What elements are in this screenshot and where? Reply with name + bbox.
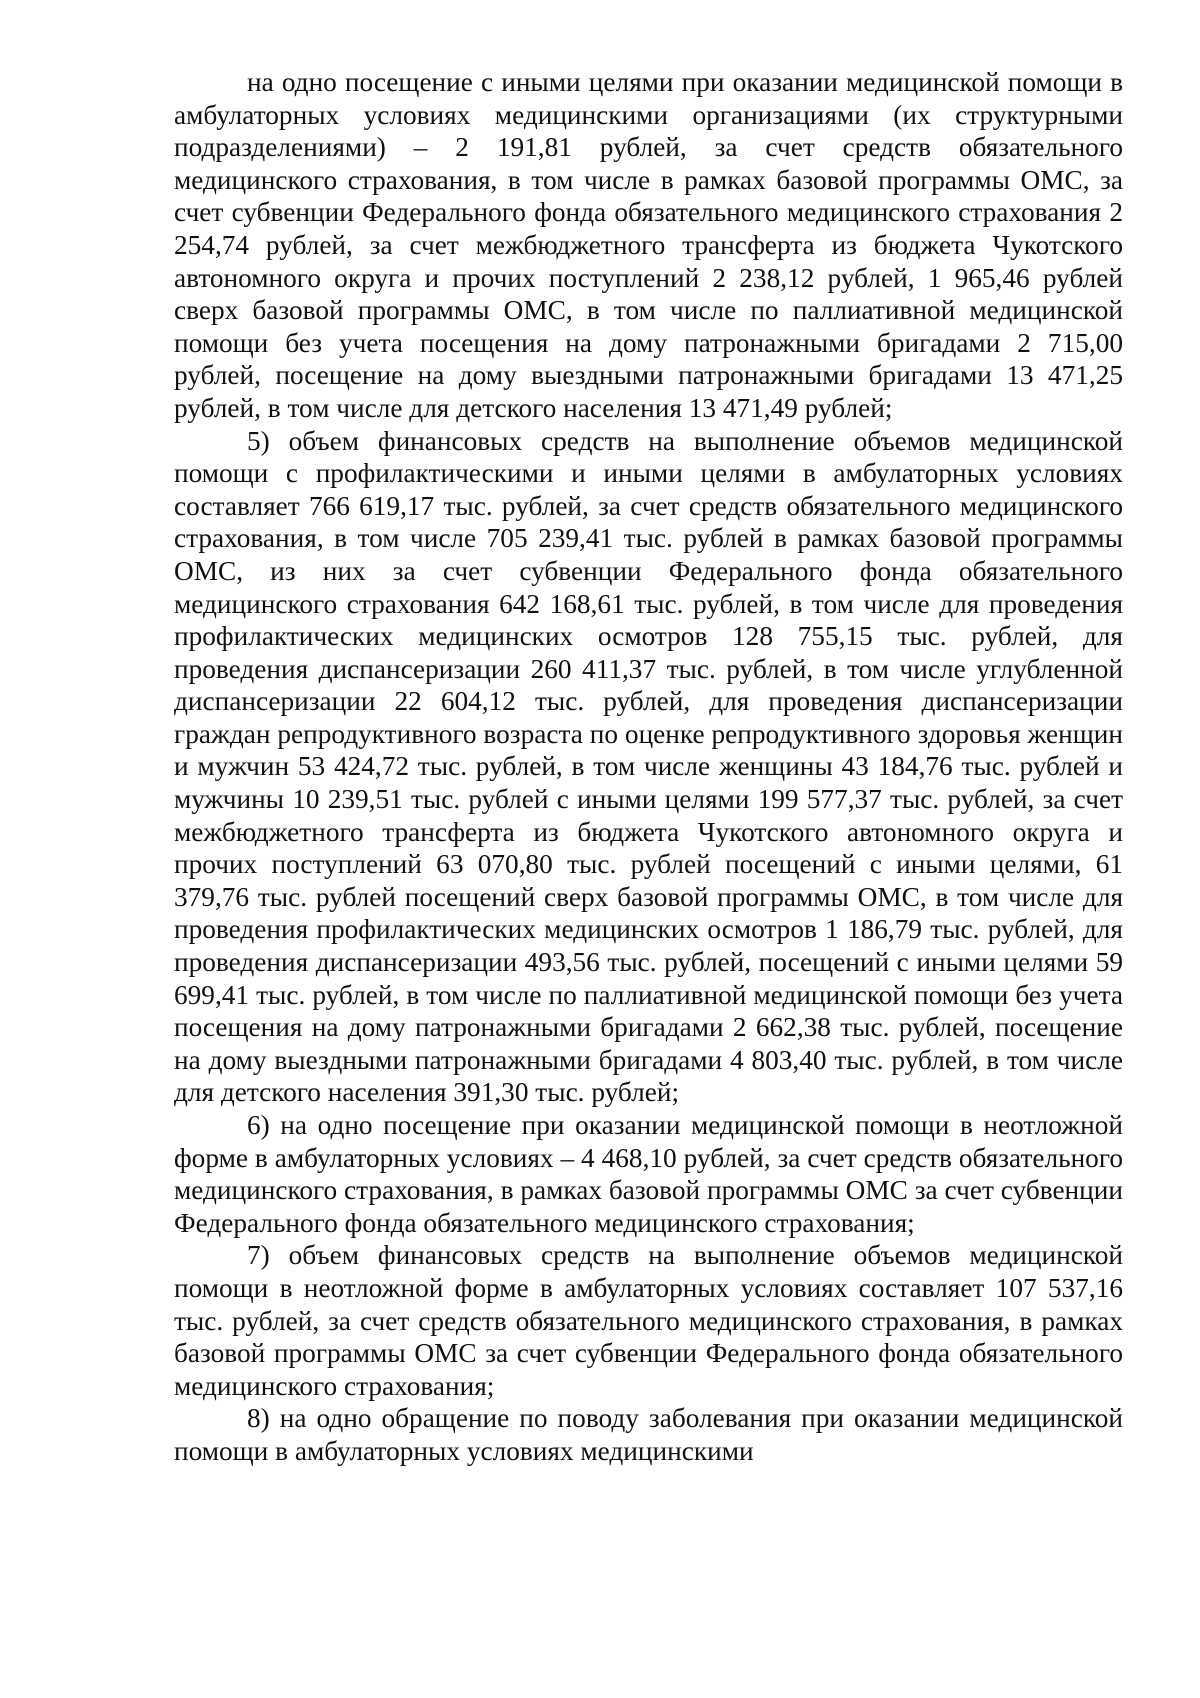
paragraph-item-6: 6) на одно посещение при оказании медицинской помощи в неотложной форме в амбулаторных условиях – 4 468,10 рублей, за счет средств обязательного медицинского страхования, в рамках базовой программы ОМС за счет субвенции Федерального фонда обязательного медицинского страхования;	[174, 1110, 1123, 1238]
paragraph-continuation-4: на одно посещение с иными целями при оказании медицинской помощи в амбулаторных условиях медицинскими организациями (их структурными подразделениями) – 2 191,81 рублей, за счет средств обязательного медицинского страхования, в том числе в рамках базовой программы ОМС, за счет субвенции Федерального фонда обязательного медицинского страхования 2 254,74 рублей, за счет межбюджетного трансферта из бюджета Чукотского автономного округа и прочих поступлений 2 238,12 рублей, 1 965,46 рублей сверх базовой программы ОМС, в том числе по паллиативной медицинской помощи без учета посещения на дому патронажными бригадами 2 715,00 рублей, посещение на дому выездными патронажными бригадами 13 471,25 рублей, в том числе для детского населения 13 471,49 рублей;	[174, 67, 1123, 423]
document-body	[174, 66, 1123, 1468]
paragraph-item-8: 8) на одно обращение по поводу заболевания при оказании медицинской помощи в амбулаторных условиях медицинскими	[174, 1403, 1123, 1466]
paragraph-item-7: 7) объем финансовых средств на выполнение объемов медицинской помощи в неотложной форме в амбулаторных условиях составляет 107 537,16 тыс. рублей, за счет средств обязательного медицинского страхования, в рамках базовой программы ОМС за счет субвенции Федерального фонда обязательного медицинского страхования;	[174, 1240, 1123, 1401]
paragraph-item-5: 5) объем финансовых средств на выполнение объемов медицинской помощи с профилактическими и иными целями в амбулаторных условиях составляет 766 619,17 тыс. рублей, за счет средств обязательного медицинского страхования, в том числе 705 239,41 тыс. рублей в рамках базовой программы ОМС, из них за счет субвенции Федерального фонда обязательного медицинского страхования 642 168,61 тыс. рублей, в том числе для проведения профилактических медицинских осмотров 128 755,15 тыс. рублей, для проведения диспансеризации 260 411,37 тыс. рублей, в том числе углубленной диспансеризации 22 604,12 тыс. рублей, для проведения диспансеризации граждан репродуктивного возраста по оценке репродуктивного здоровья женщин и мужчин 53 424,72 тыс. рублей, в том числе женщины 43 184,76 тыс. рублей и мужчины 10 239,51 тыс. рублей с иными целями 199 577,37 тыс. рублей, за счет межбюджетного трансферта из бюджета Чукотского автономного округа и прочих поступлений 63 070,80 тыс. рублей посещений с иными целями, 61 379,76 тыс. рублей посещений сверх базовой программы ОМС, в том числе для проведения профилактических медицинских осмотров 1 186,79 тыс. рублей, для проведения диспансеризации 493,56 тыс. рублей, посещений с иными целями 59 699,41 тыс. рублей, в том числе по паллиативной медицинской помощи без учета посещения на дому патронажными бригадами 2 662,38 тыс. рублей, посещение на дому выездными патронажными бригадами 4 803,40 тыс. рублей, в том числе для детского населения 391,30 тыс. рублей;	[174, 425, 1123, 1108]
